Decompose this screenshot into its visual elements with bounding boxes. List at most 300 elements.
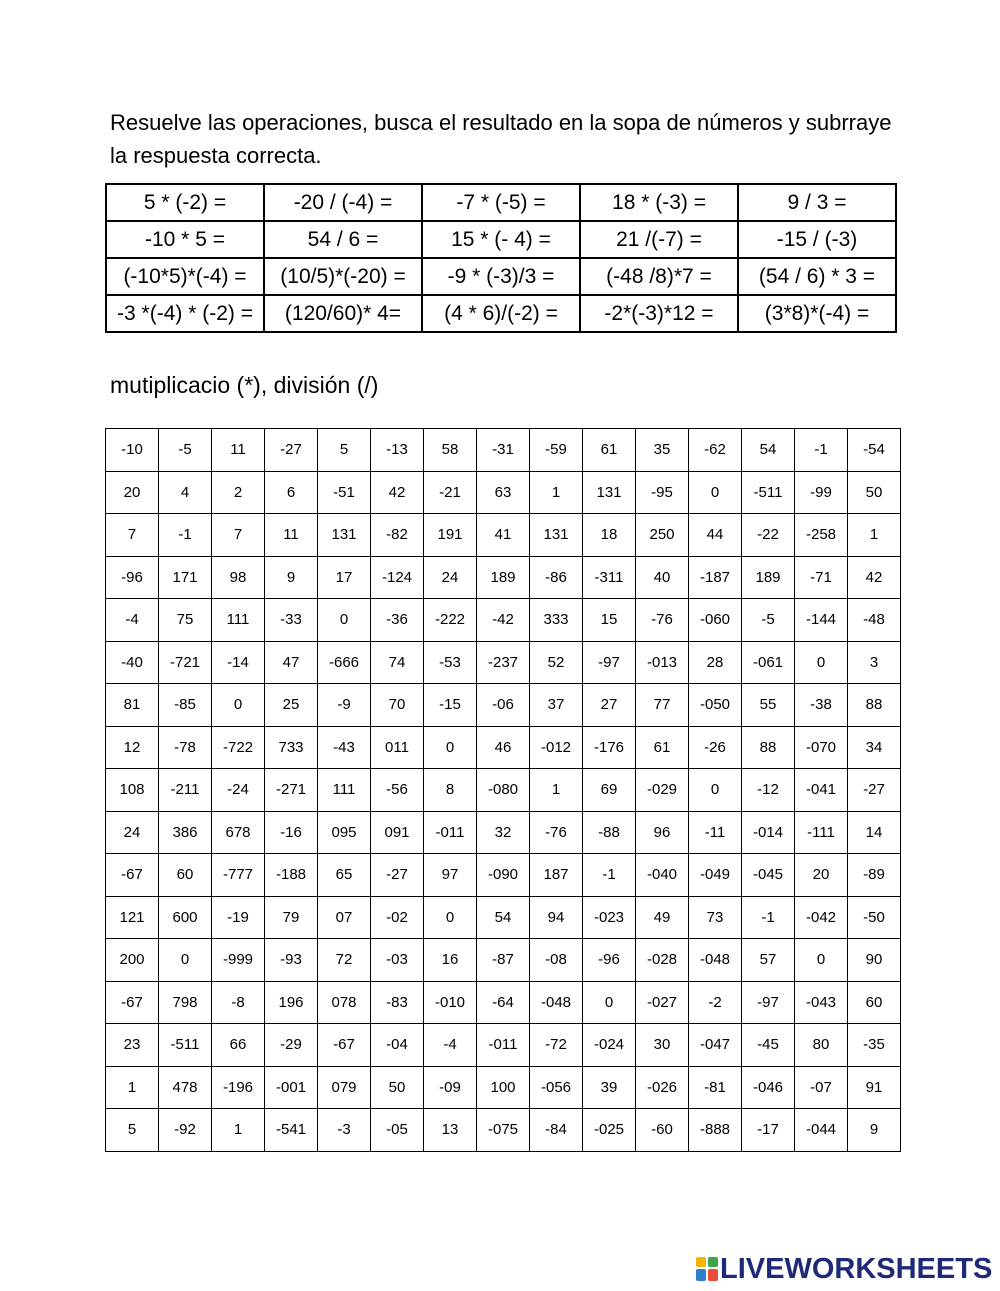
- number-soup-cell[interactable]: -51: [318, 471, 371, 514]
- number-soup-cell[interactable]: -211: [159, 769, 212, 812]
- operation-cell[interactable]: -10 * 5 =: [106, 221, 264, 258]
- number-soup-cell[interactable]: 37: [530, 684, 583, 727]
- number-soup-cell[interactable]: 80: [795, 1024, 848, 1067]
- liveworksheets-logo-icon: [696, 1257, 718, 1281]
- number-soup-cell[interactable]: -999: [212, 939, 265, 982]
- number-soup-cell[interactable]: 108: [106, 769, 159, 812]
- number-soup-cell[interactable]: -19: [212, 896, 265, 939]
- operation-cell[interactable]: (4 * 6)/(-2) =: [422, 295, 580, 332]
- operations-table: [105, 183, 897, 333]
- operation-cell[interactable]: 5 * (-2) =: [106, 184, 264, 221]
- number-soup-cell[interactable]: -33: [265, 599, 318, 642]
- number-soup-cell[interactable]: -2: [689, 981, 742, 1024]
- number-soup-row: [106, 599, 901, 642]
- number-soup-cell[interactable]: -15: [424, 684, 477, 727]
- number-soup-cell[interactable]: -11: [689, 811, 742, 854]
- number-soup-cell[interactable]: -511: [742, 471, 795, 514]
- number-soup-cell[interactable]: 50: [848, 471, 901, 514]
- number-soup-cell[interactable]: -196: [212, 1066, 265, 1109]
- number-soup-cell[interactable]: -85: [159, 684, 212, 727]
- number-soup-cell[interactable]: 9: [265, 556, 318, 599]
- number-soup-cell[interactable]: 7: [212, 514, 265, 557]
- number-soup-cell[interactable]: 191: [424, 514, 477, 557]
- number-soup-cell[interactable]: -67: [106, 854, 159, 897]
- number-soup-cell[interactable]: -06: [477, 684, 530, 727]
- number-soup-cell[interactable]: 46: [477, 726, 530, 769]
- number-soup-cell[interactable]: 189: [742, 556, 795, 599]
- number-soup-cell[interactable]: -124: [371, 556, 424, 599]
- number-soup-cell[interactable]: 200: [106, 939, 159, 982]
- number-soup-cell[interactable]: 095: [318, 811, 371, 854]
- operation-cell[interactable]: 18 * (-3) =: [580, 184, 738, 221]
- number-soup-cell[interactable]: -96: [583, 939, 636, 982]
- number-soup-cell[interactable]: 189: [477, 556, 530, 599]
- number-soup-row: [106, 854, 901, 897]
- number-soup-cell[interactable]: 011: [371, 726, 424, 769]
- number-soup-cell[interactable]: 187: [530, 854, 583, 897]
- number-soup-cell[interactable]: -97: [583, 641, 636, 684]
- number-soup-cell[interactable]: 15: [583, 599, 636, 642]
- number-soup-cell[interactable]: -541: [265, 1109, 318, 1152]
- number-soup-cell[interactable]: -27: [265, 429, 318, 472]
- number-soup-cell[interactable]: 14: [848, 811, 901, 854]
- number-soup-cell[interactable]: 8: [424, 769, 477, 812]
- number-soup-cell[interactable]: -36: [371, 599, 424, 642]
- number-soup-cell[interactable]: -056: [530, 1066, 583, 1109]
- number-soup-cell[interactable]: -17: [742, 1109, 795, 1152]
- number-soup-cell[interactable]: 5: [318, 429, 371, 472]
- number-soup-cell[interactable]: -88: [583, 811, 636, 854]
- number-soup-cell[interactable]: -3: [318, 1109, 371, 1152]
- number-soup-row: [106, 556, 901, 599]
- operation-cell[interactable]: (10/5)*(-20) =: [264, 258, 422, 295]
- number-soup-cell[interactable]: 111: [212, 599, 265, 642]
- number-soup-cell[interactable]: 96: [636, 811, 689, 854]
- number-soup-cell[interactable]: -048: [530, 981, 583, 1024]
- operation-row: [106, 295, 896, 332]
- number-soup-cell[interactable]: 25: [265, 684, 318, 727]
- number-soup-cell[interactable]: 3: [848, 641, 901, 684]
- number-soup-cell[interactable]: 41: [477, 514, 530, 557]
- number-soup-cell[interactable]: -24: [212, 769, 265, 812]
- number-soup-cell[interactable]: -53: [424, 641, 477, 684]
- number-soup-cell[interactable]: 798: [159, 981, 212, 1024]
- number-soup-grid: [105, 428, 901, 1152]
- number-soup-cell[interactable]: -311: [583, 556, 636, 599]
- number-soup-cell[interactable]: 44: [689, 514, 742, 557]
- number-soup-cell[interactable]: -99: [795, 471, 848, 514]
- number-soup-cell[interactable]: -42: [477, 599, 530, 642]
- number-soup-cell[interactable]: -29: [265, 1024, 318, 1067]
- number-soup-cell[interactable]: 20: [106, 471, 159, 514]
- number-soup-cell[interactable]: 0: [795, 939, 848, 982]
- number-soup-row: [106, 471, 901, 514]
- instructions-text: Resuelve las operaciones, busca el resultado en la sopa de números y subrraye la respuesta correcta.: [110, 110, 892, 168]
- number-soup-row: [106, 981, 901, 1024]
- number-soup-cell[interactable]: -93: [265, 939, 318, 982]
- number-soup-cell[interactable]: 60: [848, 981, 901, 1024]
- number-soup-cell[interactable]: 0: [318, 599, 371, 642]
- number-soup-cell[interactable]: 1: [106, 1066, 159, 1109]
- number-soup-cell[interactable]: 88: [742, 726, 795, 769]
- number-soup-cell[interactable]: -1: [159, 514, 212, 557]
- number-soup-cell[interactable]: 60: [159, 854, 212, 897]
- operation-cell[interactable]: -20 / (-4) =: [264, 184, 422, 221]
- number-soup-cell[interactable]: 600: [159, 896, 212, 939]
- number-soup-cell[interactable]: 079: [318, 1066, 371, 1109]
- number-soup-cell[interactable]: -144: [795, 599, 848, 642]
- number-soup-cell[interactable]: -10: [106, 429, 159, 472]
- number-soup-cell[interactable]: 70: [371, 684, 424, 727]
- number-soup-cell[interactable]: -13: [371, 429, 424, 472]
- number-soup-cell[interactable]: 50: [371, 1066, 424, 1109]
- number-soup-cell[interactable]: 13: [424, 1109, 477, 1152]
- operation-row: [106, 258, 896, 295]
- number-soup-cell[interactable]: -40: [106, 641, 159, 684]
- number-soup-cell[interactable]: -222: [424, 599, 477, 642]
- number-soup-cell[interactable]: -010: [424, 981, 477, 1024]
- number-soup-cell[interactable]: 121: [106, 896, 159, 939]
- number-soup-cell[interactable]: 23: [106, 1024, 159, 1067]
- number-soup-cell[interactable]: 65: [318, 854, 371, 897]
- number-soup-cell[interactable]: 47: [265, 641, 318, 684]
- number-soup-cell[interactable]: -08: [530, 939, 583, 982]
- number-soup-cell[interactable]: 98: [212, 556, 265, 599]
- number-soup-cell[interactable]: 100: [477, 1066, 530, 1109]
- number-soup-cell[interactable]: -72: [530, 1024, 583, 1067]
- number-soup-cell[interactable]: -8: [212, 981, 265, 1024]
- number-soup-cell[interactable]: -22: [742, 514, 795, 557]
- number-soup-cell[interactable]: -011: [424, 811, 477, 854]
- number-soup-cell[interactable]: 9: [848, 1109, 901, 1152]
- number-soup-cell[interactable]: -81: [689, 1066, 742, 1109]
- number-soup-cell[interactable]: 61: [636, 726, 689, 769]
- number-soup-cell[interactable]: -59: [530, 429, 583, 472]
- operation-cell[interactable]: (3*8)*(-4) =: [738, 295, 896, 332]
- number-soup-cell[interactable]: -76: [530, 811, 583, 854]
- number-soup-cell[interactable]: -89: [848, 854, 901, 897]
- number-soup-cell[interactable]: -176: [583, 726, 636, 769]
- number-soup-cell[interactable]: 4: [159, 471, 212, 514]
- operation-cell[interactable]: -15 / (-3): [738, 221, 896, 258]
- number-soup-cell[interactable]: -011: [477, 1024, 530, 1067]
- number-soup-cell[interactable]: -045: [742, 854, 795, 897]
- number-soup-cell[interactable]: 72: [318, 939, 371, 982]
- number-soup-cell[interactable]: 52: [530, 641, 583, 684]
- number-soup-cell[interactable]: 61: [583, 429, 636, 472]
- number-soup-cell[interactable]: -84: [530, 1109, 583, 1152]
- number-soup-cell[interactable]: -02: [371, 896, 424, 939]
- number-soup-cell[interactable]: -12: [742, 769, 795, 812]
- operation-cell[interactable]: 15 * (- 4) =: [422, 221, 580, 258]
- number-soup-cell[interactable]: 55: [742, 684, 795, 727]
- number-soup-cell[interactable]: -04: [371, 1024, 424, 1067]
- number-soup-row: [106, 769, 901, 812]
- number-soup-cell[interactable]: 24: [424, 556, 477, 599]
- number-soup-cell[interactable]: 6: [265, 471, 318, 514]
- number-soup-cell[interactable]: -044: [795, 1109, 848, 1152]
- number-soup-cell[interactable]: -1: [583, 854, 636, 897]
- number-soup-cell[interactable]: 131: [583, 471, 636, 514]
- number-soup-cell[interactable]: 66: [212, 1024, 265, 1067]
- number-soup-cell[interactable]: -029: [636, 769, 689, 812]
- number-soup-row: [106, 641, 901, 684]
- operation-cell[interactable]: 54 / 6 =: [264, 221, 422, 258]
- number-soup-cell[interactable]: -71: [795, 556, 848, 599]
- number-soup-cell[interactable]: 0: [583, 981, 636, 1024]
- number-soup-cell[interactable]: -188: [265, 854, 318, 897]
- number-soup-cell[interactable]: -60: [636, 1109, 689, 1152]
- number-soup-cell[interactable]: -042: [795, 896, 848, 939]
- number-soup-cell[interactable]: 34: [848, 726, 901, 769]
- operator-legend: mutiplicacio (*), división (/): [110, 372, 379, 398]
- number-soup-cell[interactable]: -258: [795, 514, 848, 557]
- number-soup-cell[interactable]: -38: [795, 684, 848, 727]
- number-soup-cell[interactable]: -027: [636, 981, 689, 1024]
- number-soup-cell[interactable]: 27: [583, 684, 636, 727]
- number-soup-cell[interactable]: 1: [212, 1109, 265, 1152]
- number-soup-cell[interactable]: 07: [318, 896, 371, 939]
- number-soup-cell[interactable]: -040: [636, 854, 689, 897]
- number-soup-cell[interactable]: 77: [636, 684, 689, 727]
- number-soup-cell[interactable]: 58: [424, 429, 477, 472]
- number-soup-cell[interactable]: -1: [742, 896, 795, 939]
- number-soup-cell[interactable]: -048: [689, 939, 742, 982]
- number-soup-cell[interactable]: 111: [318, 769, 371, 812]
- number-soup-cell[interactable]: -060: [689, 599, 742, 642]
- number-soup-cell[interactable]: 196: [265, 981, 318, 1024]
- number-soup-cell[interactable]: 131: [318, 514, 371, 557]
- number-soup-cell[interactable]: -090: [477, 854, 530, 897]
- number-soup-cell[interactable]: 81: [106, 684, 159, 727]
- number-soup-cell[interactable]: 28: [689, 641, 742, 684]
- number-soup-row: [106, 514, 901, 557]
- number-soup-cell[interactable]: -012: [530, 726, 583, 769]
- number-soup-cell[interactable]: -67: [318, 1024, 371, 1067]
- number-soup-cell[interactable]: -111: [795, 811, 848, 854]
- number-soup-cell[interactable]: -028: [636, 939, 689, 982]
- number-soup-cell[interactable]: -023: [583, 896, 636, 939]
- number-soup-cell[interactable]: -4: [106, 599, 159, 642]
- number-soup-cell[interactable]: 49: [636, 896, 689, 939]
- operation-row: [106, 184, 896, 221]
- number-soup-cell[interactable]: 57: [742, 939, 795, 982]
- number-soup-cell[interactable]: -1: [795, 429, 848, 472]
- number-soup-cell[interactable]: 250: [636, 514, 689, 557]
- operation-cell[interactable]: -3 *(-4) * (-2) =: [106, 295, 264, 332]
- number-soup-cell[interactable]: 69: [583, 769, 636, 812]
- operation-cell[interactable]: 21 /(-7) =: [580, 221, 738, 258]
- number-soup-cell[interactable]: -041: [795, 769, 848, 812]
- number-soup-cell[interactable]: 091: [371, 811, 424, 854]
- number-soup-cell[interactable]: -45: [742, 1024, 795, 1067]
- liveworksheets-logo: [696, 1254, 992, 1284]
- number-soup-cell[interactable]: -21: [424, 471, 477, 514]
- number-soup-cell[interactable]: 73: [689, 896, 742, 939]
- number-soup-cell[interactable]: 54: [742, 429, 795, 472]
- operation-cell[interactable]: (-10*5)*(-4) =: [106, 258, 264, 295]
- number-soup-cell[interactable]: -047: [689, 1024, 742, 1067]
- operation-cell[interactable]: (-48 /8)*7 =: [580, 258, 738, 295]
- number-soup-cell[interactable]: 078: [318, 981, 371, 1024]
- number-soup-cell[interactable]: -97: [742, 981, 795, 1024]
- number-soup-cell[interactable]: 11: [265, 514, 318, 557]
- number-soup-row: [106, 1024, 901, 1067]
- number-soup-cell[interactable]: -024: [583, 1024, 636, 1067]
- number-soup-cell[interactable]: 75: [159, 599, 212, 642]
- number-soup-cell[interactable]: -237: [477, 641, 530, 684]
- number-soup-cell[interactable]: -82: [371, 514, 424, 557]
- number-soup-cell[interactable]: -075: [477, 1109, 530, 1152]
- number-soup-cell[interactable]: -271: [265, 769, 318, 812]
- number-soup-cell[interactable]: -070: [795, 726, 848, 769]
- number-soup-cell[interactable]: 1: [530, 769, 583, 812]
- number-soup-cell[interactable]: -96: [106, 556, 159, 599]
- number-soup-row: [106, 726, 901, 769]
- number-soup-cell[interactable]: 0: [424, 726, 477, 769]
- number-soup-cell[interactable]: 2: [212, 471, 265, 514]
- number-soup-cell[interactable]: -049: [689, 854, 742, 897]
- number-soup-cell[interactable]: -013: [636, 641, 689, 684]
- number-soup-cell[interactable]: -046: [742, 1066, 795, 1109]
- number-soup-cell[interactable]: 171: [159, 556, 212, 599]
- number-soup-cell[interactable]: -56: [371, 769, 424, 812]
- number-soup-cell[interactable]: 7: [106, 514, 159, 557]
- operation-row: [106, 221, 896, 258]
- number-soup-cell[interactable]: -666: [318, 641, 371, 684]
- number-soup-cell[interactable]: 42: [371, 471, 424, 514]
- number-soup-cell[interactable]: 74: [371, 641, 424, 684]
- number-soup-cell[interactable]: -025: [583, 1109, 636, 1152]
- number-soup-cell[interactable]: -27: [371, 854, 424, 897]
- number-soup-cell[interactable]: -92: [159, 1109, 212, 1152]
- number-soup-cell[interactable]: -187: [689, 556, 742, 599]
- number-soup-cell[interactable]: -07: [795, 1066, 848, 1109]
- number-soup-cell[interactable]: -026: [636, 1066, 689, 1109]
- number-soup-cell[interactable]: -4: [424, 1024, 477, 1067]
- number-soup-cell[interactable]: 94: [530, 896, 583, 939]
- number-soup-cell[interactable]: 0: [689, 471, 742, 514]
- number-soup-cell[interactable]: 0: [795, 641, 848, 684]
- number-soup-cell[interactable]: 18: [583, 514, 636, 557]
- number-soup-cell[interactable]: 39: [583, 1066, 636, 1109]
- number-soup-cell[interactable]: -080: [477, 769, 530, 812]
- number-soup-cell[interactable]: -26: [689, 726, 742, 769]
- number-soup-cell[interactable]: -67: [106, 981, 159, 1024]
- number-soup-cell[interactable]: -721: [159, 641, 212, 684]
- number-soup-cell[interactable]: -83: [371, 981, 424, 1024]
- number-soup-cell[interactable]: -31: [477, 429, 530, 472]
- number-soup-cell[interactable]: 32: [477, 811, 530, 854]
- operation-cell[interactable]: -7 * (-5) =: [422, 184, 580, 221]
- number-soup-cell[interactable]: -86: [530, 556, 583, 599]
- number-soup-cell[interactable]: 90: [848, 939, 901, 982]
- number-soup-cell[interactable]: 24: [106, 811, 159, 854]
- number-soup-cell[interactable]: -722: [212, 726, 265, 769]
- number-soup-row: [106, 429, 901, 472]
- number-soup-cell[interactable]: -50: [848, 896, 901, 939]
- number-soup-cell[interactable]: -62: [689, 429, 742, 472]
- number-soup-cell[interactable]: 79: [265, 896, 318, 939]
- number-soup-cell[interactable]: 1: [530, 471, 583, 514]
- number-soup-cell[interactable]: -16: [265, 811, 318, 854]
- number-soup-cell[interactable]: -54: [848, 429, 901, 472]
- number-soup-cell[interactable]: 42: [848, 556, 901, 599]
- number-soup-cell[interactable]: -5: [742, 599, 795, 642]
- operation-cell[interactable]: -2*(-3)*12 =: [580, 295, 738, 332]
- number-soup-cell[interactable]: 40: [636, 556, 689, 599]
- number-soup-cell[interactable]: 733: [265, 726, 318, 769]
- number-soup-cell[interactable]: 0: [424, 896, 477, 939]
- number-soup-cell[interactable]: 0: [689, 769, 742, 812]
- number-soup-cell[interactable]: -511: [159, 1024, 212, 1067]
- number-soup-cell[interactable]: 386: [159, 811, 212, 854]
- number-soup-cell[interactable]: -48: [848, 599, 901, 642]
- operation-cell[interactable]: 9 / 3 =: [738, 184, 896, 221]
- number-soup-cell[interactable]: -888: [689, 1109, 742, 1152]
- number-soup-cell[interactable]: 678: [212, 811, 265, 854]
- number-soup-cell[interactable]: 16: [424, 939, 477, 982]
- operation-cell[interactable]: (120/60)* 4=: [264, 295, 422, 332]
- operation-cell[interactable]: (54 / 6) * 3 =: [738, 258, 896, 295]
- number-soup-cell[interactable]: 20: [795, 854, 848, 897]
- number-soup-cell[interactable]: 17: [318, 556, 371, 599]
- number-soup-cell[interactable]: 54: [477, 896, 530, 939]
- number-soup-cell[interactable]: 5: [106, 1109, 159, 1152]
- number-soup-cell[interactable]: 0: [212, 684, 265, 727]
- number-soup-cell[interactable]: 11: [212, 429, 265, 472]
- number-soup-cell[interactable]: -777: [212, 854, 265, 897]
- number-soup-cell[interactable]: -014: [742, 811, 795, 854]
- number-soup-cell[interactable]: -043: [795, 981, 848, 1024]
- number-soup-cell[interactable]: -43: [318, 726, 371, 769]
- number-soup-cell[interactable]: -78: [159, 726, 212, 769]
- number-soup-cell[interactable]: 478: [159, 1066, 212, 1109]
- number-soup-cell[interactable]: -050: [689, 684, 742, 727]
- number-soup-cell[interactable]: -27: [848, 769, 901, 812]
- number-soup-cell[interactable]: -14: [212, 641, 265, 684]
- number-soup-cell[interactable]: 12: [106, 726, 159, 769]
- number-soup-cell[interactable]: -87: [477, 939, 530, 982]
- operation-cell[interactable]: -9 * (-3)/3 =: [422, 258, 580, 295]
- number-soup-row: [106, 1066, 901, 1109]
- number-soup-cell[interactable]: 0: [159, 939, 212, 982]
- number-soup-cell[interactable]: -64: [477, 981, 530, 1024]
- number-soup-cell[interactable]: -76: [636, 599, 689, 642]
- number-soup-cell[interactable]: 333: [530, 599, 583, 642]
- number-soup-cell[interactable]: 30: [636, 1024, 689, 1067]
- number-soup-cell[interactable]: 91: [848, 1066, 901, 1109]
- number-soup-cell[interactable]: -03: [371, 939, 424, 982]
- number-soup-cell[interactable]: -05: [371, 1109, 424, 1152]
- number-soup-row: [106, 896, 901, 939]
- number-soup-row: [106, 939, 901, 982]
- number-soup-cell[interactable]: -061: [742, 641, 795, 684]
- number-soup-cell[interactable]: 88: [848, 684, 901, 727]
- number-soup-cell[interactable]: 131: [530, 514, 583, 557]
- number-soup-cell[interactable]: 63: [477, 471, 530, 514]
- number-soup-cell[interactable]: 97: [424, 854, 477, 897]
- number-soup-cell[interactable]: -09: [424, 1066, 477, 1109]
- number-soup-cell[interactable]: -5: [159, 429, 212, 472]
- number-soup-cell[interactable]: 35: [636, 429, 689, 472]
- number-soup-cell[interactable]: -9: [318, 684, 371, 727]
- number-soup-cell[interactable]: -001: [265, 1066, 318, 1109]
- number-soup-cell[interactable]: -95: [636, 471, 689, 514]
- number-soup-cell[interactable]: 1: [848, 514, 901, 557]
- logo-text: LIVEWORKSHEETS: [720, 1252, 993, 1285]
- number-soup-cell[interactable]: -35: [848, 1024, 901, 1067]
